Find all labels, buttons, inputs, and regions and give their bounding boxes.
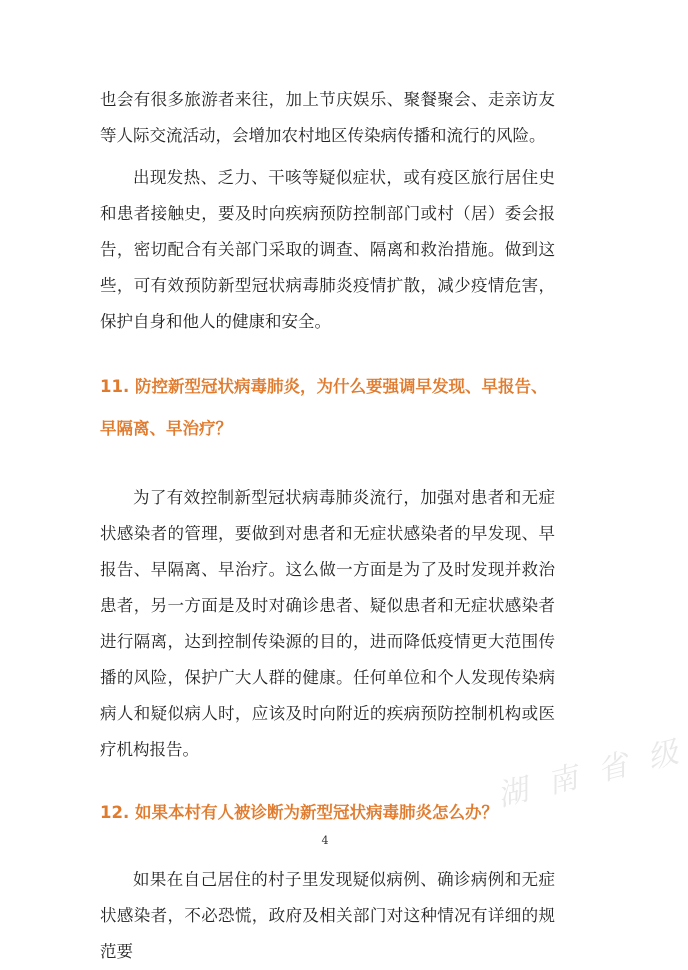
body-paragraph: 也会有很多旅游者来往，加上节庆娱乐、聚餐聚会、走亲访友等人际交流活动，会增加农村地区传染病传播和流行的风险。 <box>100 90 555 145</box>
page-number: 4 <box>321 834 329 847</box>
body-paragraph: 如果在自己居住的村子里发现疑似病例、确诊病例和无症状感染者，不必恐慌，政府及相关部门对这种情况有详细的规范要 <box>100 870 555 961</box>
body-paragraph: 为了有效控制新型冠状病毒肺炎流行，加强对患者和无症状感染者的管理，要做到对患者和无症状感染者的早发现、早报告、早隔离、早治疗。这么做一方面是为了及时发现并救治患者，另一方面是及时对确诊患者、疑似患者和无症状感染者进行隔离，达到控制传染源的目的，进而降低疫情更大范围传播的风险，保护广大人群的健康。任何单位和个人发现传染病病人和疑似病人时，应该及时向附近的疾病预防控制机构或医疗机构报告。 <box>100 488 555 759</box>
section-heading-12: 12. 如果本村有人被诊断为新型冠状病毒肺炎怎么办？ <box>100 803 498 822</box>
section-heading-11: 11. 防控新型冠状病毒肺炎，为什么要强调早发现、早报告、早隔离、早治疗？ <box>100 377 548 438</box>
body-paragraph: 出现发热、乏力、干咳等疑似症状，或有疫区旅行居住史和患者接触史，要及时向疾病预防控制部门或村（居）委会报告，密切配合有关部门采取的调查、隔离和救治措施。做到这些，可有效预防新型冠状病毒肺炎疫情扩散，减少疫情危害，保护自身和他人的健康和安全。 <box>100 168 555 331</box>
watermark-stamp: 湖 南 省 级 <box>493 733 688 814</box>
